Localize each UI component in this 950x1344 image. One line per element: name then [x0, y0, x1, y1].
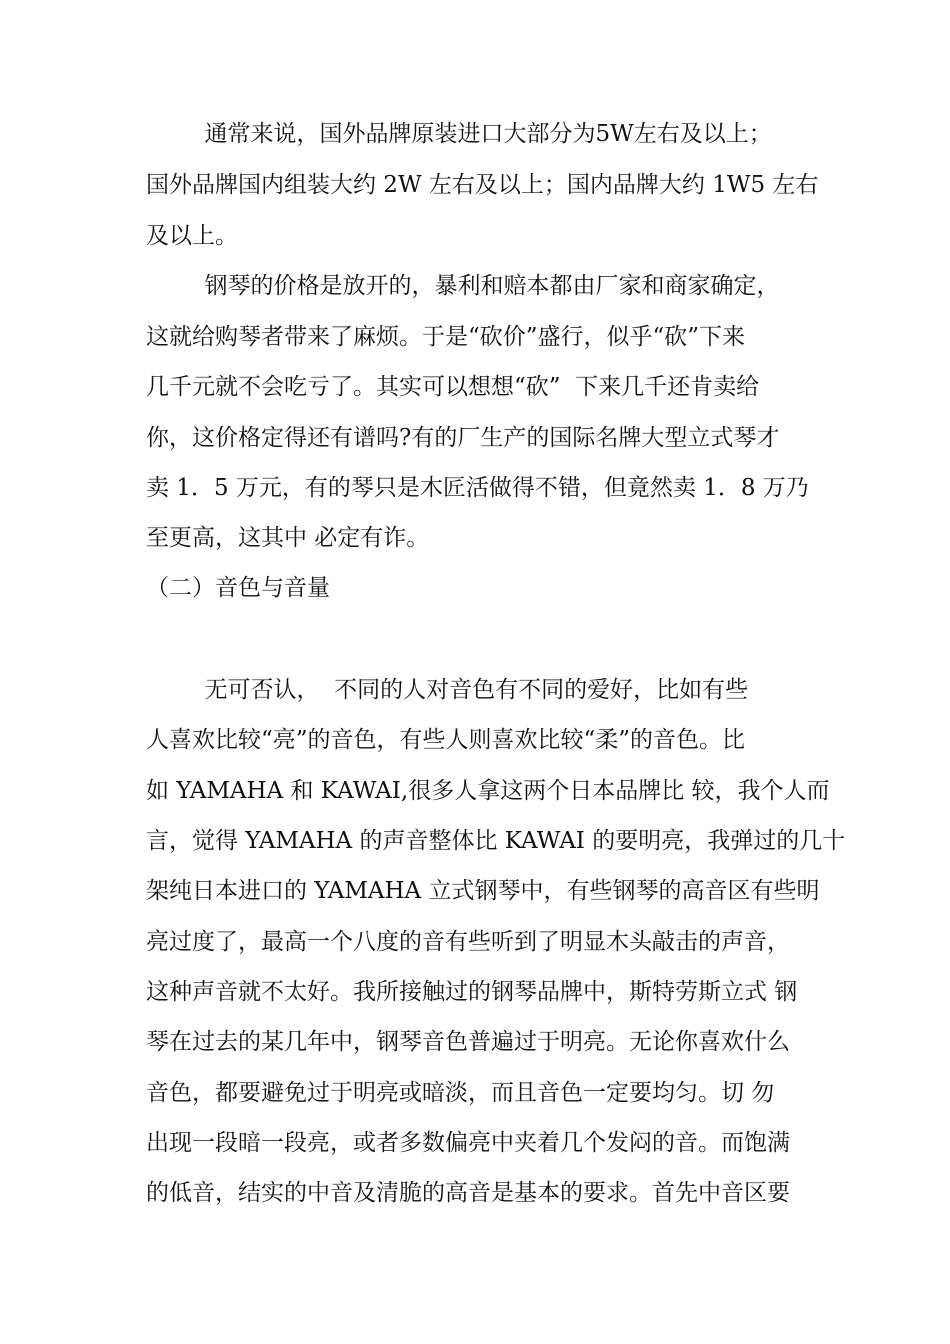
paragraph-1-line-1: 通常来说，国外品牌原装进口大部分为5W左右及以上； — [146, 121, 772, 147]
paragraph-2-line-1: 钢琴的价格是放开的，暴利和赔本都由厂家和商家确定， — [146, 273, 780, 299]
paragraph-1-line-3: 及以上。 — [146, 223, 238, 249]
paragraph-1-line-2: 国外品牌国内组装大约 2W 左右及以上；国内品牌大约 1W5 左右 — [146, 172, 819, 198]
paragraph-2-line-4: 你，这价格定得还有谱吗?有的厂生产的国际名牌大型立式琴才 — [146, 425, 780, 451]
paragraph-3-line-4: 言，觉得 YAMAHA 的声音整体比 KAWAI 的要明亮，我弹过的几十 — [146, 828, 846, 854]
paragraph-3-line-10: 出现一段暗一段亮，或者多数偏亮中夹着几个发闷的音。而饱满 — [146, 1130, 790, 1156]
paragraph-3-line-11: 的低音，结实的中音及清脆的高音是基本的要求。首先中音区要 — [146, 1180, 790, 1206]
paragraph-3-line-5: 架纯日本进口的 YAMAHA 立式钢琴中，有些钢琴的高音区有些明 — [146, 878, 820, 904]
paragraph-2-line-2: 这就给购琴者带来了麻烦。于是“砍价”盛行，似乎“砍”下来 — [146, 324, 746, 350]
paragraph-3-line-8: 琴在过去的某几年中，钢琴音色普遍过于明亮。无论你喜欢什么 — [146, 1029, 790, 1055]
paragraph-3-line-7: 这种声音就不太好。我所接触过的钢琴品牌中，斯特劳斯立式 钢 — [146, 979, 798, 1005]
paragraph-2-line-3: 几千元就不会吃亏了。其实可以想想“砍” 下来几千还肯卖给 — [146, 374, 760, 400]
paragraph-3-line-2: 人喜欢比较“亮”的音色，有些人则喜欢比较“柔”的音色。比 — [146, 727, 746, 753]
paragraph-2-line-5: 卖 1．5 万元，有的琴只是木匠活做得不错，但竟然卖 1．8 万乃 — [146, 475, 809, 501]
paragraph-3-line-6: 亮过度了，最高一个八度的音有些听到了明显木头敲击的声音， — [146, 929, 790, 955]
paragraph-3-line-1: 无可否认， 不同的人对音色有不同的爱好，比如有些 — [146, 677, 749, 703]
paragraph-3-line-9: 音色，都要避免过于明亮或暗淡，而且音色一定要均匀。切 勿 — [146, 1080, 775, 1106]
paragraph-3-line-3: 如 YAMAHA 和 KAWAI,很多人拿这两个日本品牌比 较，我个人而 — [146, 778, 830, 804]
section-heading: （二）音色与音量 — [146, 575, 330, 601]
paragraph-2-line-6: 至更高，这其中 必定有诈。 — [146, 525, 430, 551]
